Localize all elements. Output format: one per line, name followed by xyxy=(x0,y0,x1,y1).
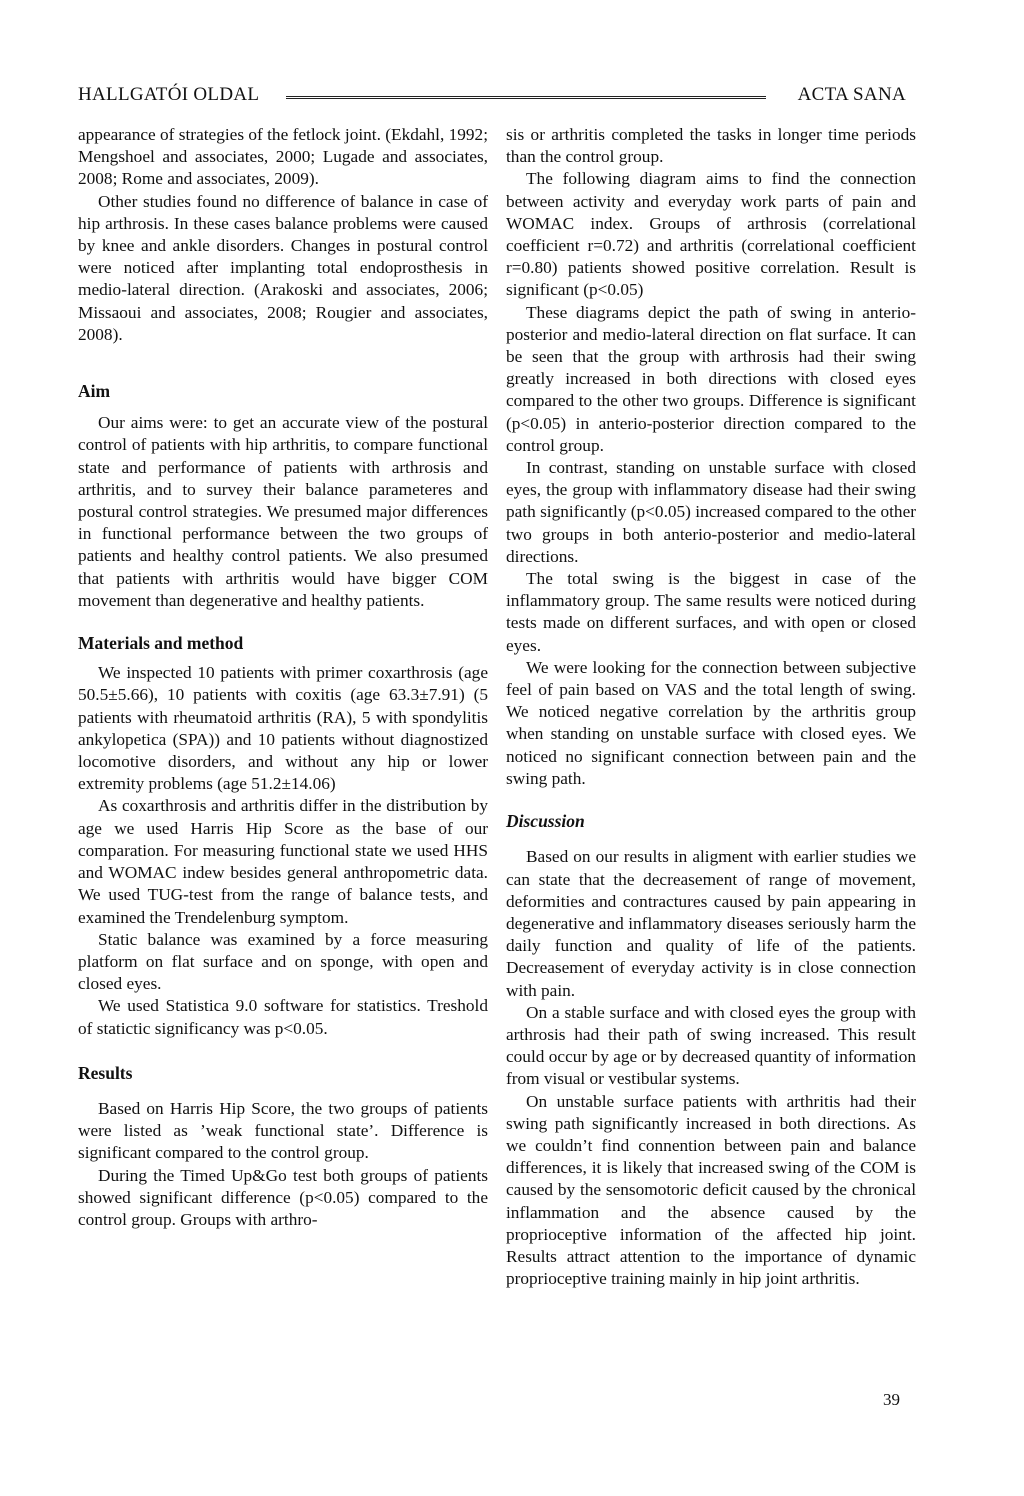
section-heading-results: Results xyxy=(78,1062,133,1083)
paragraph: sis or arthritis completed the tasks in longer time periods than the control group. xyxy=(506,125,916,167)
paragraph: Based on Harris Hip Score, the two groups of patients were listed as ’weak functional state’. Difference is significant compared to the control group. xyxy=(78,1098,488,1163)
paragraph: Based on our results in aligment with earlier studies we can state that the decreasement of range of movement, deformities and contractures caused by pain appearing in degenerative and inflammatory diseases seriously harm the daily function and quality of life of the patients. Decreasement of everyday activity is in close connection with pain. xyxy=(506,847,916,1000)
right-column xyxy=(506,124,916,1290)
paragraph: The total swing is the biggest in case of the inflammatory group. The same results were noticed during tests made on different surfaces, and with open or closed eyes. xyxy=(506,569,916,655)
header-rule xyxy=(286,96,766,99)
paragraph: The following diagram aims to find the connection between activity and everyday work parts of pain and WOMAC index. Groups of arthrosis (correlational coefficient r=0.72) and arthritis (correlational coefficient r=0.80) patients showed positive correlation. Result is significant (p<0.05) xyxy=(506,169,916,300)
paragraph: We were looking for the connection between subjective feel of pain based on VAS and the total length of swing. We noticed negative correlation by the arthritis group when standing on unstable surface with closed eyes. We noticed no significant connection between pain and the swing path. xyxy=(506,657,916,788)
running-header xyxy=(78,84,906,112)
section-heading-materials: Materials and method xyxy=(78,633,244,654)
paragraph: On unstable surface patients with arthritis had their swing path significantly increased in both directions. As we couldn’t find connention between pain and balance differences, it is likely that increased swing of the COM is caused by the sensomotoric deficit caused by the chronical inflammation and the absence caused by the proprioceptive information of the affected hip joint. Results attract attention to the importance of dynamic proprioceptive training mainly in hip joint arthritis. xyxy=(506,1091,916,1289)
page-number: 39 xyxy=(883,1390,900,1409)
paragraph: appearance of strategies of the fetlock joint. (Ekdahl, 1992; Mengshoel and associates, 2000; Lugade and associates, 2008; Rome and associates, 2009). xyxy=(78,125,488,189)
left-column xyxy=(78,124,488,1231)
paragraph: These diagrams depict the path of swing in anterio-posterior and medio-lateral direction on flat surface. It can be seen that the group with arthrosis had their swing greatly increased in both directions with closed eyes compared to the other two groups. Difference is significant (p<0.05) in anterio-posterior direction compared to the control group. xyxy=(506,302,916,455)
section-heading-aim: Aim xyxy=(78,381,111,402)
paragraph: On a stable surface and with closed eyes the group with arthrosis had their path of swing increased. This result could occur by age or by decreased quantity of information from visual or vestibular systems. xyxy=(506,1002,916,1089)
paragraph: Our aims were: to get an accurate view of the postural control of patients with hip arthritis, to compare functional state and performance of patients with arthrosis and arthritis, and to survey their balance parameteres and postural control strategies. We presumed major differences in functional performance between the two groups of patients and healthy control patients. We also presumed that patients with arthritis would have bigger COM movement than degenerative and healthy patients. xyxy=(78,413,488,610)
paragraph: We inspected 10 patients with primer coxarthrosis (age 50.5±5.66), 10 patients with coxitis (age 63.3±7.91) (5 patients with rheumatoid arthritis (RA), 5 with spondylitis ankylopetica (SPA)) and 10 patients without diagnostized locomotive disorders, and without any hip or lower extremity problems (age 51.2±14.06) xyxy=(78,663,488,794)
journal-section-title: HALLGATÓI OLDAL xyxy=(78,84,260,105)
paragraph: Other studies found no difference of balance in case of hip arthrosis. In these cases balance problems were caused by knee and ankle disorders. Changes in postural control were noticed after implanting total endoprosthesis in medio-lateral direction. (Arakoski and associates, 2006; Missaoui and associates, 2008; Rougier and associates, 2008). xyxy=(78,191,488,344)
section-heading-discussion: Discussion xyxy=(506,811,585,832)
paragraph: As coxarthrosis and arthritis differ in the distribution by age we used Harris Hip Score as the base of our comparation. For measuring functional state we used HHS and WOMAC indew besides general anthropometric data. We used TUG-test from the range of balance tests, and examined the Trendelenburg symptom. xyxy=(78,796,488,927)
paragraph: In contrast, standing on unstable surface with closed eyes, the group with inflammatory disease had their swing path significantly (p<0.05) increased compared to the other two groups in both anterio-posterior and medio-lateral directions. xyxy=(506,458,916,566)
paragraph: We used Statistica 9.0 software for statistics. Treshold of statictic significancy was p<0.05. xyxy=(78,996,488,1038)
paragraph: Static balance was examined by a force measuring platform on flat surface and on sponge, with open and closed eyes. xyxy=(78,929,488,994)
paragraph: During the Timed Up&Go test both groups of patients showed significant difference (p<0.05) compared to the control group. Groups with arthro- xyxy=(78,1165,488,1229)
journal-name: ACTA SANA xyxy=(797,84,906,105)
